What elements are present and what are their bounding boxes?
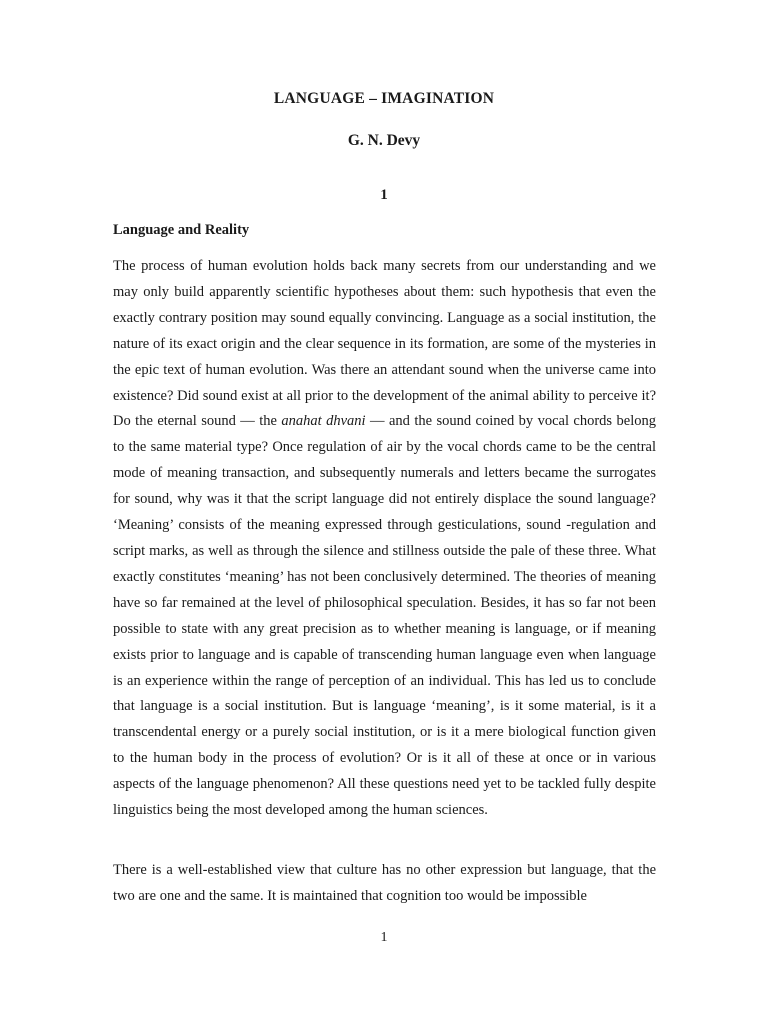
- body-paragraph-2: There is a well-established view that culture has no other expression but language, that the two are one and the same. It is maintained that cognition too would be impossible: [113, 862, 656, 904]
- paragraph-1-text-a: The process of human evolution holds back many secrets from our understanding and we may only build apparently scientific hypotheses about them: such hypothesis that even the exactly contrary position may sound equally convincing. Language as a social institution, the nature of its exact origin and the clear sequence in its formation, are some of the mysteries in the epic text of human evolution. Was there an attendant sound when the universe came into existence? Did sound exist at all prior to the development of the animal ability to perceive it? Do the eternal sound — the: [113, 258, 656, 430]
- section-heading: Language and Reality: [113, 222, 250, 238]
- author-name: G. N. Devy: [347, 132, 421, 149]
- paragraph-1-text-b: — and the sound coined by vocal chords belong to the same material type? Once regulation of air by the vocal chords came to be the central mode of meaning transaction, and subsequently numerals and letters became the surrogates for sound, why was it that the script language did not entirely displace the sound language? ‘Meaning’ consists of the meaning expressed through gesticulations, sound -regulation and script marks, as well as through the silence and stillness outside the pale of these three. What exactly constitutes ‘meaning’ has not been conclusively determined. The theories of meaning have so far remained at the level of philosophical speculation. Besides, it has so far not been possible to state with any great precision as to whether meaning is language, or if meaning exists prior to language and is capable of transcending human language even when language is an experience within the range of perception of an individual. This has led us to conclude that language is a social institution. But is language ‘meaning’, is it some material, is it a transcendental energy or a purely social institution, or is it a mere biological function given to the human body in the process of evolution? Or is it all of these at once or in various aspects of the language phenomenon? All these questions need yet to be tackled fully despite linguistics being the most developed among the human sciences.: [113, 413, 656, 819]
- section-number: 1: [380, 187, 388, 203]
- document-title: LANGUAGE – IMAGINATION: [273, 90, 495, 107]
- paragraph-1-italic-term: anahat dhvani: [281, 413, 366, 430]
- page-number: 1: [380, 930, 388, 945]
- body-paragraph-1: [113, 254, 656, 824]
